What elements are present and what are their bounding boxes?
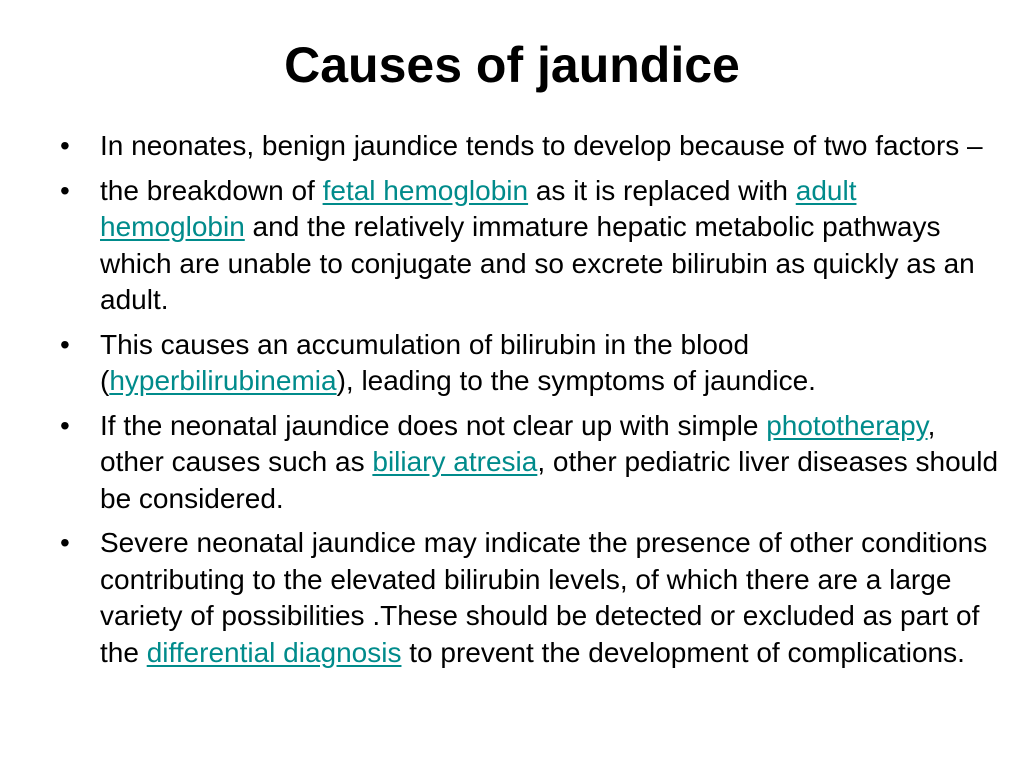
bullet-dot-icon: • <box>60 174 70 206</box>
bullet-item <box>60 173 1005 319</box>
link-differential-diagnosis[interactable]: differential diagnosis <box>146 636 402 668</box>
bullet-text: Severe neonatal jaundice may indicate the presence of other conditions contributing to the elevated bilirubin levels, of which there are a large variety of possibilities .These should be detected or excluded as part of the <box>100 527 988 668</box>
bullet-text: the breakdown of <box>100 174 323 206</box>
link-biliary-atresia[interactable]: biliary atresia <box>372 446 538 477</box>
bullet-list <box>60 128 1005 679</box>
bullet-dot-icon: • <box>60 527 70 558</box>
link-hyperbilirubinemia[interactable]: hyperbilirubinemia <box>109 365 337 396</box>
link-fetal-hemoglobin[interactable]: fetal hemoglobin <box>322 174 529 206</box>
slide-title: Causes of jaundice <box>284 37 740 93</box>
bullet-text: In neonates, benign jaundice tends to develop because of two factors – <box>100 130 983 161</box>
link-adult-hemoglobin[interactable]: adult hemoglobin <box>100 174 857 242</box>
bullet-text: This causes an accumulation of bilirubin in the blood ( <box>100 328 750 396</box>
bullet-text: to prevent the development of complications. <box>401 636 965 668</box>
bullet-dot-icon: • <box>60 328 70 360</box>
bullet-text: , other pediatric liver diseases should be considered. <box>100 446 999 514</box>
bullet-item <box>60 128 1005 165</box>
bullet-dot-icon: • <box>60 409 70 441</box>
bullet-text: as it is replaced with <box>528 174 796 206</box>
bullet-text: If the neonatal jaundice does not clear up with simple <box>100 409 767 441</box>
bullet-item <box>60 525 1005 671</box>
link-phototherapy[interactable]: phototherapy <box>766 409 928 441</box>
bullet-text: , other causes such as <box>100 409 936 477</box>
bullet-text: ), leading to the symptoms of jaundice. <box>336 365 816 396</box>
bullet-dot-icon: • <box>60 130 70 161</box>
bullet-item <box>60 408 1005 518</box>
bullet-text: and the relatively immature hepatic metabolic pathways which are unable to conjugate and so excrete bilirubin as quickly as an adult. <box>100 211 975 315</box>
bullet-item <box>60 327 1005 400</box>
